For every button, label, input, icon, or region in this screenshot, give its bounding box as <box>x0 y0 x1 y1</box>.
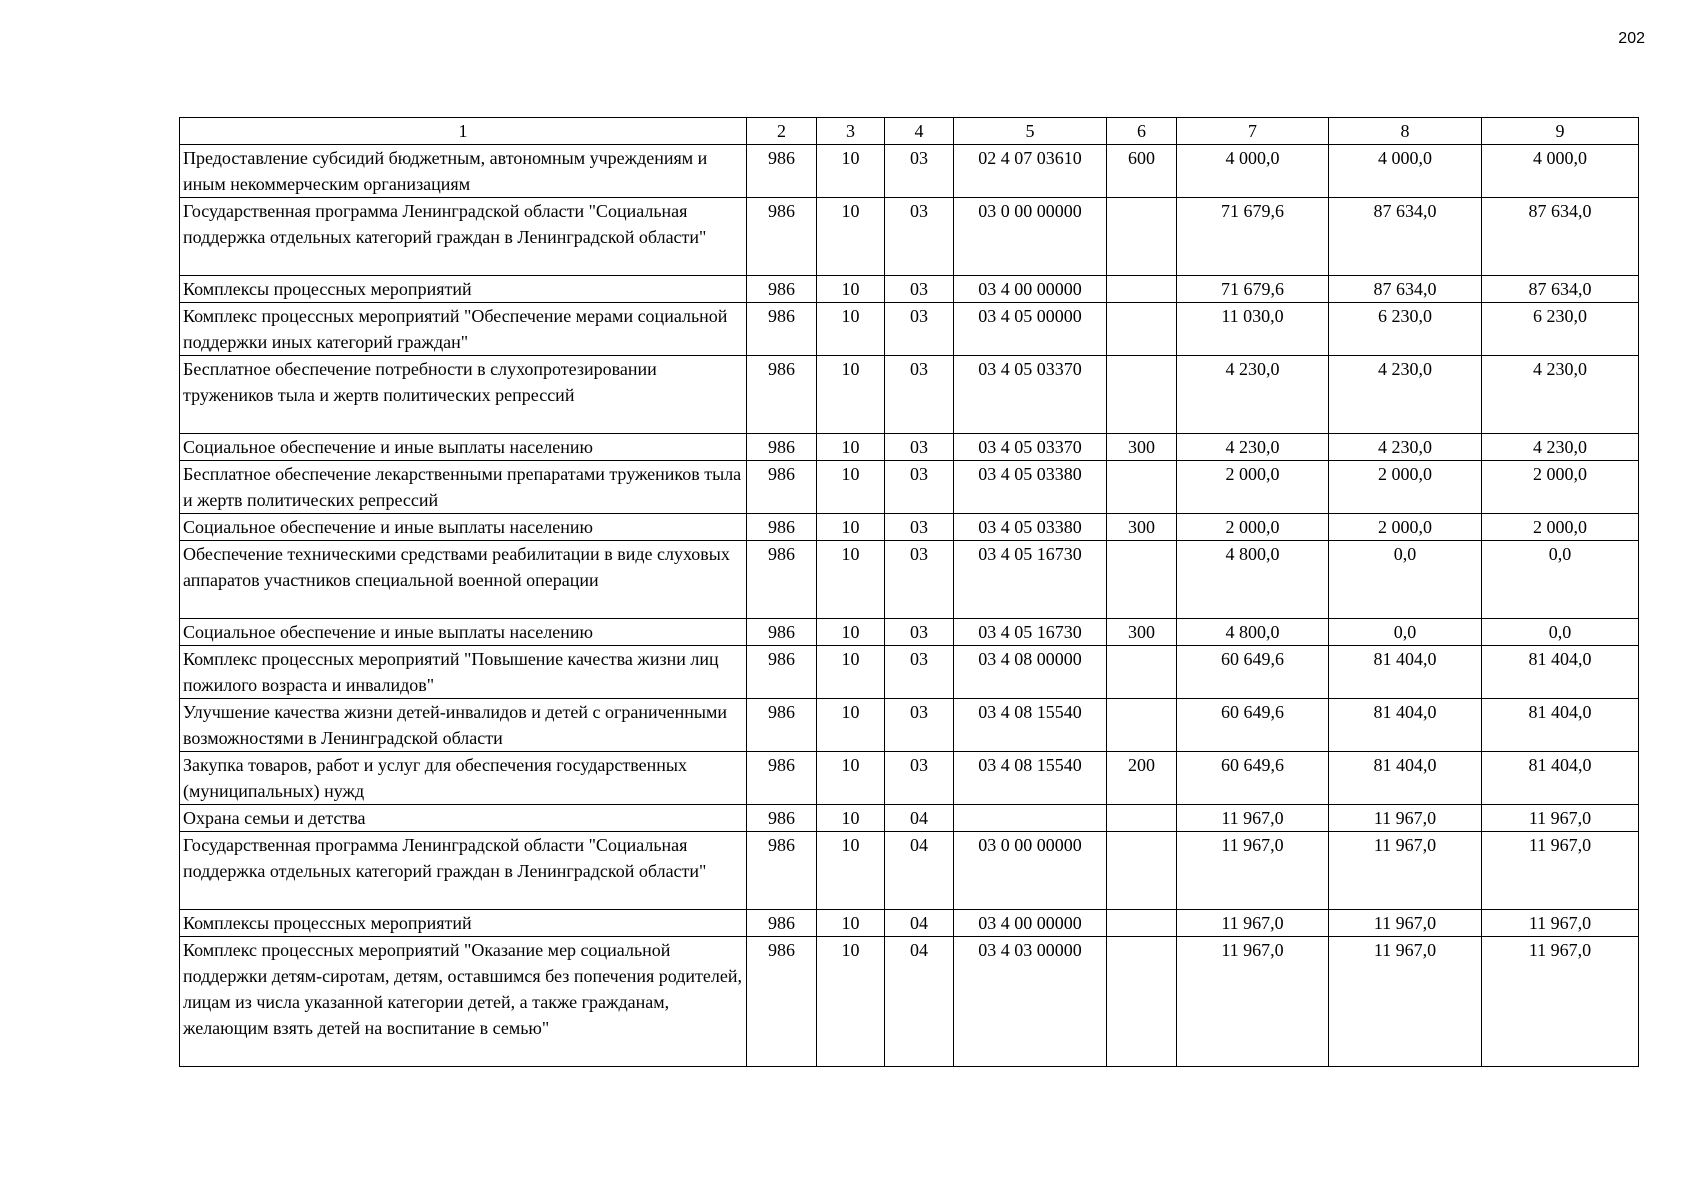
table-row <box>180 198 1639 276</box>
expense-type-code <box>1107 198 1177 276</box>
column-number: 9 <box>1482 118 1639 145</box>
ministry-code: 986 <box>747 752 817 805</box>
expense-type-code <box>1107 805 1177 832</box>
amount-year-2: 87 634,0 <box>1329 276 1482 303</box>
amount-year-2: 2 000,0 <box>1329 461 1482 514</box>
section-code: 10 <box>817 910 885 937</box>
expense-type-code: 300 <box>1107 434 1177 461</box>
amount-year-3: 4 230,0 <box>1482 434 1639 461</box>
amount-year-1: 11 967,0 <box>1177 910 1329 937</box>
amount-year-1: 4 230,0 <box>1177 356 1329 434</box>
target-article-code: 03 4 05 03370 <box>954 356 1107 434</box>
item-name: Комплекс процессных мероприятий "Обеспечение мерами социальной поддержки иных категорий граждан" <box>180 303 747 356</box>
expense-type-code <box>1107 276 1177 303</box>
section-code: 10 <box>817 434 885 461</box>
subsection-code: 03 <box>885 646 954 699</box>
ministry-code: 986 <box>747 356 817 434</box>
column-number-row <box>180 118 1639 145</box>
table-row <box>180 752 1639 805</box>
item-name: Бесплатное обеспечение потребности в слухопротезировании тружеников тыла и жертв политических репрессий <box>180 356 747 434</box>
target-article-code <box>954 805 1107 832</box>
table-row <box>180 303 1639 356</box>
target-article-code: 03 4 08 00000 <box>954 646 1107 699</box>
table-row <box>180 145 1639 198</box>
item-name: Социальное обеспечение и иные выплаты населению <box>180 514 747 541</box>
expense-type-code <box>1107 699 1177 752</box>
table-row <box>180 276 1639 303</box>
expense-type-code <box>1107 832 1177 910</box>
subsection-code: 03 <box>885 461 954 514</box>
expense-type-code <box>1107 541 1177 619</box>
amount-year-3: 11 967,0 <box>1482 832 1639 910</box>
target-article-code: 03 4 00 00000 <box>954 276 1107 303</box>
target-article-code: 02 4 07 03610 <box>954 145 1107 198</box>
item-name: Бесплатное обеспечение лекарственными препаратами тружеников тыла и жертв политических репрессий <box>180 461 747 514</box>
target-article-code: 03 4 08 15540 <box>954 752 1107 805</box>
amount-year-3: 11 967,0 <box>1482 910 1639 937</box>
item-name: Комплекс процессных мероприятий "Повышение качества жизни лиц пожилого возраста и инвалидов" <box>180 646 747 699</box>
item-name: Предоставление субсидий бюджетным, автономным учреждениям и иным некоммерческим организациям <box>180 145 747 198</box>
amount-year-2: 81 404,0 <box>1329 699 1482 752</box>
expense-type-code <box>1107 461 1177 514</box>
target-article-code: 03 4 03 00000 <box>954 937 1107 1067</box>
target-article-code: 03 4 05 16730 <box>954 541 1107 619</box>
section-code: 10 <box>817 805 885 832</box>
amount-year-2: 81 404,0 <box>1329 646 1482 699</box>
ministry-code: 986 <box>747 910 817 937</box>
amount-year-2: 11 967,0 <box>1329 805 1482 832</box>
item-name: Государственная программа Ленинградской области "Социальная поддержка отдельных категорий граждан в Ленинградской области" <box>180 198 747 276</box>
target-article-code: 03 0 00 00000 <box>954 198 1107 276</box>
section-code: 10 <box>817 541 885 619</box>
amount-year-1: 71 679,6 <box>1177 276 1329 303</box>
amount-year-2: 87 634,0 <box>1329 198 1482 276</box>
amount-year-3: 81 404,0 <box>1482 752 1639 805</box>
page-number: 202 <box>1618 30 1645 47</box>
amount-year-2: 4 000,0 <box>1329 145 1482 198</box>
section-code: 10 <box>817 461 885 514</box>
amount-year-3: 4 230,0 <box>1482 356 1639 434</box>
subsection-code: 03 <box>885 356 954 434</box>
target-article-code: 03 4 05 03380 <box>954 461 1107 514</box>
item-name: Социальное обеспечение и иные выплаты населению <box>180 619 747 646</box>
amount-year-2: 11 967,0 <box>1329 910 1482 937</box>
ministry-code: 986 <box>747 805 817 832</box>
amount-year-1: 71 679,6 <box>1177 198 1329 276</box>
ministry-code: 986 <box>747 514 817 541</box>
column-number: 3 <box>817 118 885 145</box>
amount-year-3: 0,0 <box>1482 619 1639 646</box>
table-row <box>180 805 1639 832</box>
table-row <box>180 514 1639 541</box>
column-number: 4 <box>885 118 954 145</box>
target-article-code: 03 4 00 00000 <box>954 910 1107 937</box>
amount-year-1: 4 230,0 <box>1177 434 1329 461</box>
section-code: 10 <box>817 514 885 541</box>
subsection-code: 03 <box>885 752 954 805</box>
item-name: Комплексы процессных мероприятий <box>180 910 747 937</box>
amount-year-1: 11 967,0 <box>1177 805 1329 832</box>
target-article-code: 03 0 00 00000 <box>954 832 1107 910</box>
item-name: Комплекс процессных мероприятий "Оказание мер социальной поддержки детям-сиротам, детям, оставшимся без попечения родителей, лицам из числа указанной категории детей, а также гражданам, желающим взять детей на воспитание в семью" <box>180 937 747 1067</box>
column-number: 7 <box>1177 118 1329 145</box>
amount-year-1: 11 030,0 <box>1177 303 1329 356</box>
subsection-code: 04 <box>885 805 954 832</box>
expense-type-code <box>1107 937 1177 1067</box>
section-code: 10 <box>817 356 885 434</box>
item-name: Улучшение качества жизни детей-инвалидов и детей с ограниченными возможностями в Ленинградской области <box>180 699 747 752</box>
expense-type-code: 600 <box>1107 145 1177 198</box>
item-name: Комплексы процессных мероприятий <box>180 276 747 303</box>
subsection-code: 04 <box>885 832 954 910</box>
item-name: Государственная программа Ленинградской области "Социальная поддержка отдельных категорий граждан в Ленинградской области" <box>180 832 747 910</box>
section-code: 10 <box>817 937 885 1067</box>
amount-year-2: 4 230,0 <box>1329 356 1482 434</box>
item-name: Закупка товаров, работ и услуг для обеспечения государственных (муниципальных) нужд <box>180 752 747 805</box>
ministry-code: 986 <box>747 832 817 910</box>
column-number: 1 <box>180 118 747 145</box>
subsection-code: 03 <box>885 276 954 303</box>
amount-year-2: 11 967,0 <box>1329 937 1482 1067</box>
table-row <box>180 699 1639 752</box>
column-number: 8 <box>1329 118 1482 145</box>
amount-year-1: 2 000,0 <box>1177 514 1329 541</box>
amount-year-2: 4 230,0 <box>1329 434 1482 461</box>
amount-year-3: 11 967,0 <box>1482 937 1639 1067</box>
amount-year-3: 6 230,0 <box>1482 303 1639 356</box>
table-row <box>180 356 1639 434</box>
amount-year-3: 4 000,0 <box>1482 145 1639 198</box>
ministry-code: 986 <box>747 699 817 752</box>
table-row <box>180 910 1639 937</box>
amount-year-2: 0,0 <box>1329 541 1482 619</box>
expense-type-code: 300 <box>1107 619 1177 646</box>
amount-year-1: 60 649,6 <box>1177 646 1329 699</box>
section-code: 10 <box>817 276 885 303</box>
ministry-code: 986 <box>747 434 817 461</box>
expense-type-code: 200 <box>1107 752 1177 805</box>
target-article-code: 03 4 05 16730 <box>954 619 1107 646</box>
amount-year-2: 81 404,0 <box>1329 752 1482 805</box>
section-code: 10 <box>817 303 885 356</box>
ministry-code: 986 <box>747 541 817 619</box>
subsection-code: 04 <box>885 910 954 937</box>
subsection-code: 03 <box>885 699 954 752</box>
amount-year-2: 0,0 <box>1329 619 1482 646</box>
section-code: 10 <box>817 145 885 198</box>
table-row <box>180 434 1639 461</box>
amount-year-1: 11 967,0 <box>1177 937 1329 1067</box>
table-row <box>180 461 1639 514</box>
amount-year-3: 87 634,0 <box>1482 198 1639 276</box>
subsection-code: 03 <box>885 303 954 356</box>
column-number: 2 <box>747 118 817 145</box>
expense-type-code <box>1107 910 1177 937</box>
amount-year-2: 11 967,0 <box>1329 832 1482 910</box>
expense-type-code <box>1107 646 1177 699</box>
table-row <box>180 832 1639 910</box>
section-code: 10 <box>817 619 885 646</box>
amount-year-2: 2 000,0 <box>1329 514 1482 541</box>
amount-year-3: 11 967,0 <box>1482 805 1639 832</box>
budget-table <box>179 117 1639 1067</box>
item-name: Охрана семьи и детства <box>180 805 747 832</box>
table-body <box>180 118 1639 1067</box>
column-number: 6 <box>1107 118 1177 145</box>
table-row <box>180 937 1639 1067</box>
amount-year-3: 81 404,0 <box>1482 699 1639 752</box>
amount-year-1: 4 800,0 <box>1177 541 1329 619</box>
ministry-code: 986 <box>747 646 817 699</box>
ministry-code: 986 <box>747 619 817 646</box>
subsection-code: 03 <box>885 514 954 541</box>
target-article-code: 03 4 05 03370 <box>954 434 1107 461</box>
section-code: 10 <box>817 752 885 805</box>
item-name: Обеспечение техническими средствами реабилитации в виде слуховых аппаратов участников специальной военной операции <box>180 541 747 619</box>
subsection-code: 03 <box>885 198 954 276</box>
expense-type-code <box>1107 303 1177 356</box>
target-article-code: 03 4 05 00000 <box>954 303 1107 356</box>
table-row <box>180 646 1639 699</box>
subsection-code: 03 <box>885 145 954 198</box>
section-code: 10 <box>817 646 885 699</box>
amount-year-1: 11 967,0 <box>1177 832 1329 910</box>
section-code: 10 <box>817 699 885 752</box>
amount-year-1: 4 800,0 <box>1177 619 1329 646</box>
amount-year-1: 2 000,0 <box>1177 461 1329 514</box>
column-number: 5 <box>954 118 1107 145</box>
amount-year-3: 87 634,0 <box>1482 276 1639 303</box>
amount-year-1: 4 000,0 <box>1177 145 1329 198</box>
table-row <box>180 619 1639 646</box>
expense-type-code: 300 <box>1107 514 1177 541</box>
ministry-code: 986 <box>747 145 817 198</box>
ministry-code: 986 <box>747 198 817 276</box>
target-article-code: 03 4 05 03380 <box>954 514 1107 541</box>
amount-year-1: 60 649,6 <box>1177 699 1329 752</box>
subsection-code: 03 <box>885 541 954 619</box>
amount-year-3: 0,0 <box>1482 541 1639 619</box>
subsection-code: 03 <box>885 619 954 646</box>
subsection-code: 04 <box>885 937 954 1067</box>
item-name: Социальное обеспечение и иные выплаты населению <box>180 434 747 461</box>
amount-year-3: 2 000,0 <box>1482 461 1639 514</box>
ministry-code: 986 <box>747 461 817 514</box>
section-code: 10 <box>817 832 885 910</box>
ministry-code: 986 <box>747 276 817 303</box>
amount-year-1: 60 649,6 <box>1177 752 1329 805</box>
ministry-code: 986 <box>747 937 817 1067</box>
expense-type-code <box>1107 356 1177 434</box>
target-article-code: 03 4 08 15540 <box>954 699 1107 752</box>
section-code: 10 <box>817 198 885 276</box>
table-row <box>180 541 1639 619</box>
amount-year-2: 6 230,0 <box>1329 303 1482 356</box>
subsection-code: 03 <box>885 434 954 461</box>
amount-year-3: 81 404,0 <box>1482 646 1639 699</box>
ministry-code: 986 <box>747 303 817 356</box>
amount-year-3: 2 000,0 <box>1482 514 1639 541</box>
